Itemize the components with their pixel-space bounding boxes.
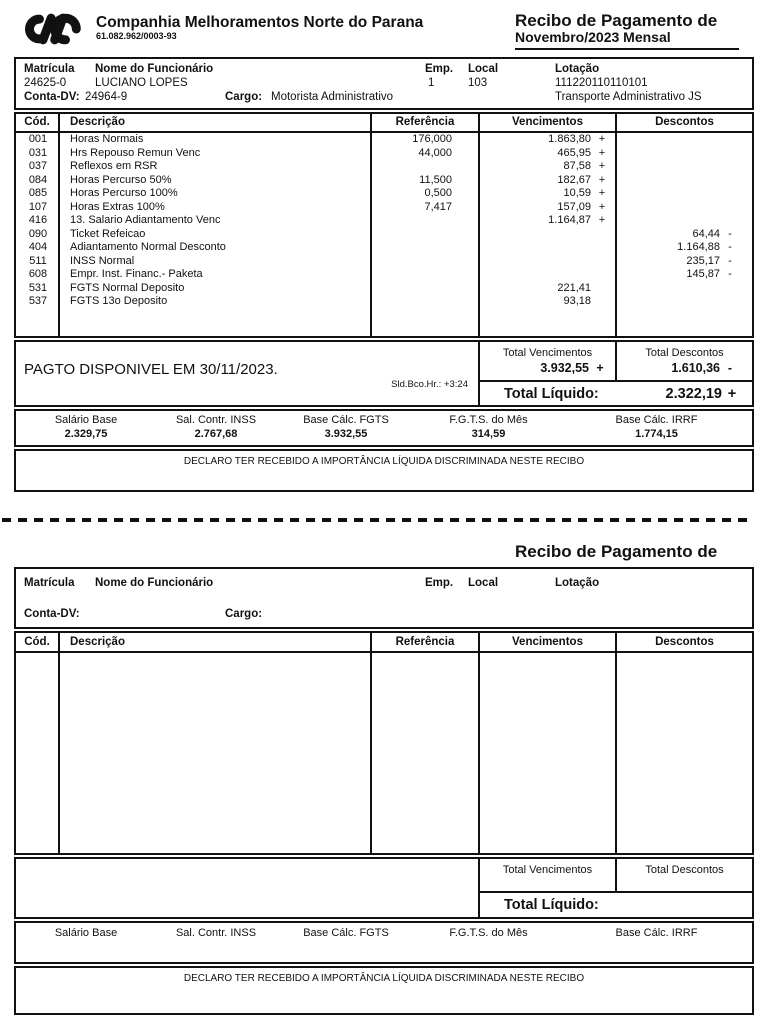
row-reference — [372, 228, 480, 242]
row-earnings — [480, 133, 617, 147]
lotacao-label: Lotação — [555, 63, 600, 75]
row-earnings-value: 1.863,80 — [548, 133, 591, 145]
table-body — [16, 653, 752, 853]
row-deductions-value — [617, 174, 720, 188]
row-deductions-sign — [720, 147, 740, 161]
total-deductions-cell — [617, 342, 752, 382]
row-description: Hrs Repouso Remun Venc — [70, 146, 201, 159]
row-deductions — [617, 187, 752, 201]
receipt-title: Recibo de Pagamento de — [515, 11, 718, 30]
row-description: Empr. Inst. Financ.- Paketa — [70, 268, 203, 280]
summary-col — [561, 414, 752, 441]
table-row — [16, 228, 752, 242]
summary-value — [276, 940, 416, 954]
row-earnings-value: 157,09 — [557, 200, 591, 213]
lotacao-label: Lotação — [555, 577, 600, 589]
row-deductions-value — [617, 147, 720, 161]
emp-label: Emp. — [425, 63, 454, 75]
row-reference — [372, 160, 480, 174]
row-description: FGTS Normal Deposito — [70, 281, 185, 294]
row-reference — [372, 268, 480, 282]
nome-label: Nome do Funcionário — [95, 577, 214, 589]
earnings-table — [14, 631, 754, 855]
table-row — [16, 174, 752, 188]
row-deductions-value: 235,17 — [686, 254, 720, 267]
row-code: 416 — [28, 214, 48, 226]
row-earnings — [480, 214, 617, 228]
row-earnings-sign — [591, 241, 613, 255]
row-deductions-value — [617, 295, 720, 309]
bases-summary — [14, 409, 754, 447]
row-deductions-value: 1.164,88 — [677, 241, 720, 253]
table-header-row — [16, 633, 752, 653]
table-row — [16, 214, 752, 228]
payslip-bottom — [14, 542, 754, 1015]
summary-value: 314,59 — [471, 428, 506, 440]
row-deductions-value: 145,87 — [686, 268, 720, 280]
row-earnings — [480, 282, 617, 296]
row-earnings — [480, 147, 617, 161]
totals-section — [14, 857, 754, 919]
matricula-value: 24625-0 — [24, 77, 67, 89]
row-deductions-sign — [720, 282, 740, 296]
summary-col — [16, 927, 156, 954]
row-deductions — [617, 282, 752, 296]
table-row — [16, 201, 752, 215]
departamento-value: Transporte Administrativo JS — [555, 91, 702, 103]
row-deductions-value — [617, 160, 720, 174]
row-earnings-sign — [591, 268, 613, 282]
row-reference: 44,000 — [418, 146, 452, 159]
row-earnings-sign — [591, 295, 613, 309]
summary-value — [16, 940, 156, 954]
lotacao-value: 111220110110101 — [555, 77, 648, 89]
row-deductions-value: 64,44 — [692, 227, 720, 240]
table-row — [16, 241, 752, 255]
column-divider — [615, 653, 617, 853]
row-deductions-value — [617, 214, 720, 228]
matricula-label: Matrícula — [24, 577, 75, 589]
row-earnings-value — [480, 228, 591, 242]
summary-label: Base Cálc. FGTS — [303, 927, 389, 939]
row-reference — [372, 295, 480, 309]
row-description: INSS Normal — [70, 254, 135, 267]
total-earnings-sign: + — [596, 361, 604, 375]
column-divider — [478, 133, 480, 336]
table-row — [16, 187, 752, 201]
local-value: 103 — [468, 77, 488, 89]
total-deductions-value: 1.610,36 — [671, 361, 720, 375]
emp-value: 1 — [428, 77, 435, 89]
row-code: 090 — [28, 227, 48, 240]
declaration-box — [14, 966, 754, 1015]
total-earnings-label: Total Vencimentos — [502, 347, 593, 359]
net-total-sign: + — [727, 385, 737, 402]
conta-value: 24964-9 — [85, 91, 128, 103]
table-row — [16, 282, 752, 296]
row-deductions-sign — [720, 174, 740, 188]
receipt-title-block — [515, 12, 739, 50]
row-deductions-sign — [720, 214, 740, 228]
row-earnings-value: 10,59 — [563, 187, 591, 199]
row-earnings-sign — [591, 282, 613, 296]
payment-note-cell — [16, 859, 480, 917]
row-deductions-sign: - — [728, 241, 732, 253]
company-cnpj: 61.082.962/0003-93 — [96, 31, 177, 41]
summary-col — [561, 927, 752, 954]
column-divider — [58, 653, 60, 853]
row-deductions-sign: - — [728, 227, 732, 240]
row-earnings-value: 221,41 — [557, 281, 591, 294]
row-code: 531 — [28, 281, 48, 294]
summary-label: Base Cálc. IRRF — [615, 927, 698, 939]
table-row — [16, 255, 752, 269]
company-name: Companhia Melhoramentos Norte do Parana — [96, 14, 424, 31]
row-description: Horas Percurso 100% — [70, 187, 178, 199]
summary-label: Salário Base — [54, 927, 118, 939]
row-earnings-value: 182,67 — [557, 173, 591, 186]
nome-value: LUCIANO LOPES — [95, 77, 188, 89]
company-logo-icon — [14, 11, 90, 47]
total-deductions-label: Total Descontos — [645, 864, 724, 876]
summary-col — [416, 414, 561, 441]
row-code: 608 — [28, 268, 48, 280]
total-earnings-cell — [480, 342, 617, 382]
total-deductions-label: Total Descontos — [645, 347, 724, 359]
declaration-text: DECLARO TER RECEBIDO A IMPORTÂNCIA LÍQUIDA DISCRIMINADA NESTE RECIBO — [183, 456, 585, 467]
row-description: Reflexos em RSR — [70, 160, 158, 172]
header-cod: Cód. — [16, 114, 60, 131]
row-deductions — [617, 160, 752, 174]
header-vencimentos: Vencimentos — [480, 633, 617, 651]
row-deductions — [617, 268, 752, 282]
employee-account-row — [16, 90, 752, 104]
total-deductions-value-row — [617, 360, 752, 376]
row-deductions-sign: - — [728, 268, 732, 280]
summary-value: 2.767,68 — [194, 428, 238, 440]
row-earnings-sign — [591, 228, 613, 242]
row-earnings-sign: + — [598, 133, 606, 145]
row-description: Horas Normais — [70, 133, 144, 145]
row-reference: 11,500 — [419, 173, 452, 186]
row-code: 085 — [28, 187, 48, 199]
net-total-value: 2.322,19 — [665, 385, 722, 402]
payment-note-cell — [16, 342, 480, 405]
row-earnings-sign: + — [598, 146, 606, 159]
total-deductions-cell — [617, 859, 752, 893]
row-earnings-sign: + — [598, 173, 606, 186]
row-deductions-sign — [720, 187, 740, 201]
summary-value — [156, 940, 276, 954]
row-earnings-value — [480, 241, 591, 255]
row-deductions-sign — [720, 295, 740, 309]
row-earnings — [480, 228, 617, 242]
row-earnings-value — [480, 255, 591, 269]
summary-value: 1.774,15 — [635, 428, 678, 440]
column-divider — [58, 133, 60, 336]
row-deductions-sign — [720, 201, 740, 215]
row-deductions-value — [617, 282, 720, 296]
summary-label: Base Cálc. FGTS — [303, 414, 389, 426]
row-earnings-value: 1.164,87 — [548, 214, 591, 226]
total-earnings-value: 3.932,55 — [540, 361, 589, 375]
row-reference: 0,500 — [424, 187, 452, 199]
nome-label: Nome do Funcionário — [95, 63, 214, 75]
employee-account-row — [16, 607, 752, 621]
cargo-value: Motorista Administrativo — [271, 91, 394, 103]
row-code: 037 — [28, 160, 48, 172]
row-deductions — [617, 174, 752, 188]
row-reference — [372, 241, 480, 255]
employee-values-row — [16, 76, 752, 90]
payment-note: PAGTO DISPONIVEL EM 30/11/2023. — [24, 361, 278, 378]
receipt-title: Recibo de Pagamento de — [515, 542, 718, 561]
row-deductions-value — [617, 187, 720, 201]
column-divider — [615, 133, 617, 336]
row-reference: 176,000 — [412, 133, 452, 145]
local-label: Local — [468, 63, 499, 75]
row-code: 511 — [29, 254, 47, 267]
summary-col — [156, 414, 276, 441]
employee-labels-row — [16, 62, 752, 76]
table-row — [16, 268, 752, 282]
net-total-cell — [480, 382, 752, 405]
row-earnings-sign: + — [598, 187, 606, 199]
row-deductions — [617, 255, 752, 269]
conta-label: Conta-DV: — [24, 91, 80, 103]
row-code: 001 — [28, 133, 48, 145]
tear-line — [0, 518, 754, 522]
earnings-table — [14, 112, 754, 338]
hour-bank-balance: Sld.Bco.Hr.: +3:24 — [391, 379, 468, 390]
row-reference — [372, 255, 480, 269]
row-earnings — [480, 268, 617, 282]
row-deductions — [617, 241, 752, 255]
table-row — [16, 160, 752, 174]
row-deductions-sign — [720, 160, 740, 174]
summary-value — [561, 940, 752, 954]
row-earnings-sign: + — [598, 200, 606, 213]
employee-box — [14, 57, 754, 110]
row-deductions-value — [617, 133, 720, 147]
row-earnings-sign: + — [598, 214, 606, 226]
row-code: 537 — [28, 295, 48, 307]
table-header-row — [16, 114, 752, 133]
header-vencimentos: Vencimentos — [480, 114, 617, 131]
summary-label: Sal. Contr. INSS — [175, 927, 257, 939]
row-deductions — [617, 214, 752, 228]
row-description: Horas Percurso 50% — [70, 173, 172, 186]
header-descricao: Descrição — [60, 633, 372, 651]
matricula-label: Matrícula — [24, 63, 75, 75]
row-deductions-value — [617, 201, 720, 215]
receipt-period: Novembro/2023 Mensal — [515, 29, 671, 45]
row-earnings — [480, 255, 617, 269]
column-divider — [370, 653, 372, 853]
net-total-cell — [480, 893, 752, 917]
row-earnings — [480, 187, 617, 201]
row-deductions-sign — [720, 133, 740, 147]
total-earnings-label: Total Vencimentos — [502, 864, 593, 876]
row-earnings-sign — [591, 255, 613, 269]
table-row — [16, 147, 752, 161]
local-label: Local — [468, 577, 499, 589]
employee-labels-row — [16, 576, 752, 590]
header-descontos: Descontos — [655, 116, 714, 128]
emp-label: Emp. — [425, 577, 454, 589]
row-deductions — [617, 201, 752, 215]
bases-summary — [14, 921, 754, 964]
declaration-text: DECLARO TER RECEBIDO A IMPORTÂNCIA LÍQUIDA DISCRIMINADA NESTE RECIBO — [183, 973, 585, 984]
row-description: Horas Extras 100% — [70, 200, 165, 213]
row-earnings-value: 93,18 — [563, 295, 591, 307]
receipt-header — [14, 8, 754, 50]
row-earnings — [480, 174, 617, 188]
row-earnings — [480, 295, 617, 309]
summary-col — [156, 927, 276, 954]
conta-label: Conta-DV: — [24, 608, 80, 620]
table-body — [16, 133, 752, 336]
row-code: 404 — [28, 241, 48, 253]
total-earnings-value-row — [480, 360, 615, 376]
row-deductions — [617, 228, 752, 242]
header-referencia: Referência — [372, 114, 480, 131]
row-reference: 7,417 — [424, 200, 452, 213]
header-referencia: Referência — [372, 633, 480, 651]
row-earnings-value: 465,95 — [557, 146, 591, 159]
row-earnings — [480, 241, 617, 255]
row-deductions — [617, 147, 752, 161]
row-reference — [372, 282, 480, 296]
table-row — [16, 133, 752, 147]
summary-value — [416, 940, 561, 954]
row-description: 13. Salario Adiantamento Venc — [70, 214, 221, 226]
row-deductions — [617, 295, 752, 309]
cargo-label: Cargo: — [225, 91, 263, 103]
summary-col — [16, 414, 156, 441]
company-info — [96, 8, 423, 47]
summary-value: 3.932,55 — [324, 428, 368, 440]
declaration-box — [14, 449, 754, 492]
row-reference — [372, 214, 480, 228]
payslip-top — [14, 8, 754, 492]
net-total-label: Total Líquido: — [504, 897, 599, 913]
header-descricao: Descrição — [60, 114, 372, 131]
employee-box — [14, 567, 754, 629]
row-deductions — [617, 133, 752, 147]
row-description: Ticket Refeicao — [70, 227, 146, 240]
column-divider — [478, 653, 480, 853]
summary-col — [276, 414, 416, 441]
total-deductions-sign: - — [727, 361, 733, 375]
summary-col — [276, 927, 416, 954]
row-earnings-value — [480, 268, 591, 282]
summary-value: 2.329,75 — [64, 428, 108, 440]
header-cod: Cód. — [16, 633, 60, 651]
summary-label: Sal. Contr. INSS — [175, 414, 257, 426]
row-deductions-sign: - — [728, 254, 732, 267]
row-code: 031 — [28, 146, 48, 159]
header-descontos: Descontos — [655, 636, 714, 648]
net-total-label: Total Líquido: — [504, 385, 599, 402]
row-earnings-value: 87,58 — [563, 160, 591, 172]
total-earnings-cell — [480, 859, 617, 893]
row-earnings — [480, 201, 617, 215]
row-description: Adiantamento Normal Desconto — [70, 241, 226, 253]
cargo-label: Cargo: — [225, 608, 263, 620]
row-description: FGTS 13o Deposito — [70, 295, 168, 307]
row-code: 107 — [28, 200, 48, 213]
summary-label: F.G.T.S. do Mês — [449, 414, 528, 426]
column-divider — [370, 133, 372, 336]
table-row — [16, 295, 752, 309]
summary-label: Salário Base — [54, 414, 118, 426]
row-earnings — [480, 160, 617, 174]
totals-section — [14, 340, 754, 407]
summary-label: F.G.T.S. do Mês — [449, 927, 528, 939]
summary-label: Base Cálc. IRRF — [615, 414, 698, 426]
summary-col — [416, 927, 561, 954]
row-earnings-sign: + — [598, 160, 606, 172]
row-code: 084 — [28, 173, 48, 186]
receipt-header — [14, 542, 754, 562]
